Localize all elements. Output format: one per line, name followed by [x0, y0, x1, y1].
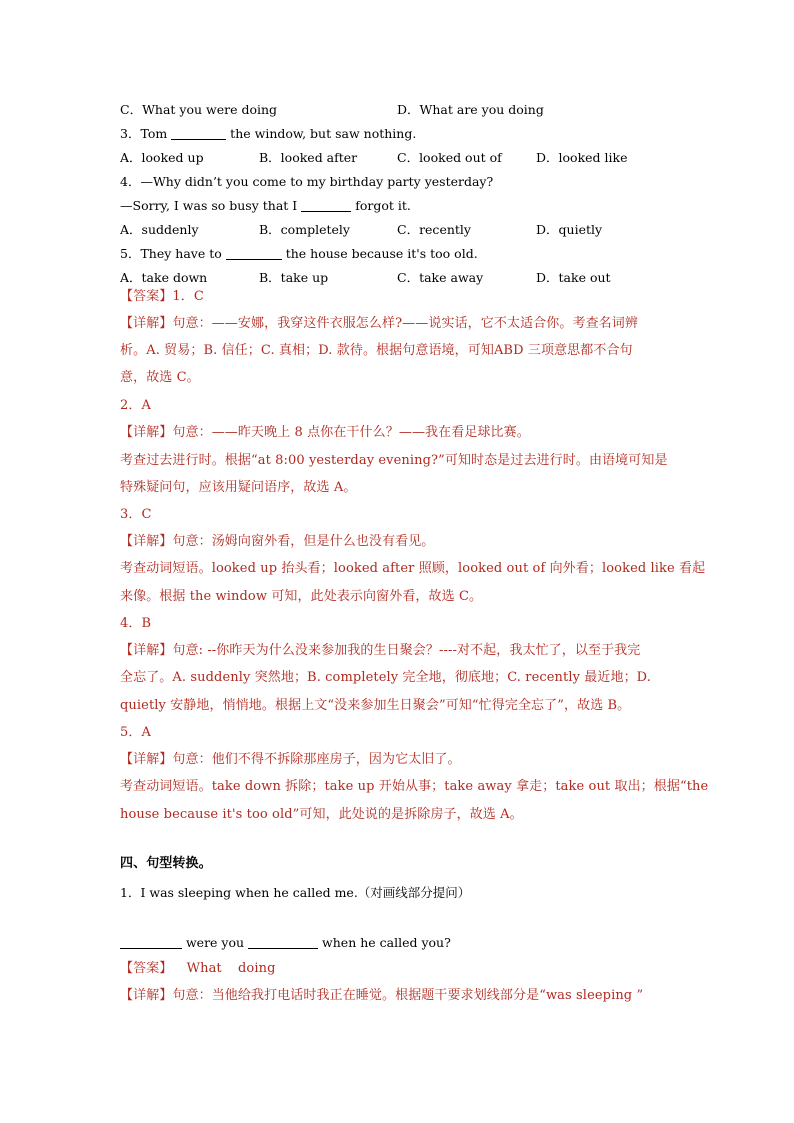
answer-1-value: 1．C: [172, 289, 204, 304]
detail-5-text: 句意：他们不得不拆除那座房子，因为它太旧了。: [172, 752, 461, 767]
detail-3-line1: [120, 534, 434, 550]
s4-answer-word-2: doing: [237, 961, 276, 976]
answer-3: 3．C: [120, 507, 152, 522]
s4-fill-mid: were you: [185, 935, 245, 950]
detail-5-line2: 考查动词短语。take down 拆除；take up 开始从事；take away 拿走；take out 取出；根据“the: [120, 779, 709, 794]
q2-option-d: D．What are you doing: [397, 102, 544, 117]
q4-text-pre: —Sorry, I was so busy that I: [120, 198, 298, 213]
answer-tag: 【答案】: [120, 289, 173, 304]
question-3: [120, 126, 416, 142]
answer-2: 2．A: [120, 398, 151, 413]
q5-text-pre: 5．They have to: [120, 246, 222, 261]
section-4-question-1: [120, 885, 470, 901]
answer-4: 4．B: [120, 616, 152, 631]
s4-answer-word-1: What: [186, 961, 222, 976]
section-4-answer: [120, 961, 276, 977]
detail-4-line3: quietly 安静地，悄悄地。根据上文“没来参加生日聚会”可知“忙得完全忘了”，故选 B。: [120, 698, 631, 713]
question-4-line1: 4．—Why didn’t you come to my birthday party yesterday?: [120, 174, 494, 189]
detail-1-line1: [120, 316, 638, 332]
q4-option-d: D．quietly: [536, 222, 603, 237]
q4-option-c: C．recently: [397, 222, 471, 237]
q3-option-d: D．looked like: [536, 150, 628, 165]
q2-option-c: C．What you were doing: [120, 102, 278, 117]
q3-option-a: A．looked up: [120, 150, 204, 165]
s4-q1-text-post: when he called me.（对画线部分提问）: [235, 885, 471, 900]
detail-4-line1: [120, 643, 640, 659]
q4-text-post: forgot it.: [355, 198, 411, 213]
s4-fill-post: when he called you?: [322, 935, 451, 950]
detail-1-line2: 析。A. 贸易；B. 信任；C. 真相；D. 款待。根据句意语境，可知ABD 三项意思都不合句: [120, 343, 633, 358]
q5-option-b: B．take up: [259, 270, 329, 285]
answer-1: [120, 289, 204, 305]
detail-tag: 【详解】: [120, 425, 173, 440]
q4-option-b: B．completely: [259, 222, 350, 237]
q3-blank: [171, 127, 226, 140]
detail-tag: 【详解】: [120, 752, 173, 767]
question-4-line2: [120, 198, 411, 214]
question-5: [120, 246, 478, 262]
q3-option-b: B．looked after: [259, 150, 358, 165]
detail-4-text: 句意: --你昨天为什么没来参加我的生日聚会？----对不起，我太忙了，以至于我完: [172, 643, 641, 658]
s4-blank-1: [120, 936, 182, 949]
detail-tag: 【详解】: [120, 988, 173, 1003]
q5-blank: [226, 247, 282, 260]
detail-3-line3: 来像。根据 the window 可知，此处表示向窗外看，故选 C。: [120, 589, 483, 604]
detail-tag: 【详解】: [120, 534, 173, 549]
s4-blank-2: [248, 936, 318, 949]
detail-2-text: 句意：——昨天晚上 8 点你在干什么？——我在看足球比赛。: [172, 425, 530, 440]
detail-4-line2: 全忘了。A. suddenly 突然地；B. completely 完全地，彻底地；C. recently 最近地；D.: [120, 670, 651, 685]
section-4-detail: [120, 988, 643, 1004]
q3-text-pre: 3．Tom: [120, 126, 168, 141]
q5-text-post: the house because it's too old.: [285, 246, 478, 261]
q4-blank: [301, 199, 351, 212]
answer-5: 5．A: [120, 725, 151, 740]
detail-3-line2: 考查动词短语。looked up 抬头看；looked after 照顾，looked out of 向外看；looked like 看起: [120, 561, 706, 576]
q3-text-post: the window, but saw nothing.: [230, 126, 417, 141]
detail-1-line3: 意，故选 C。: [120, 370, 200, 385]
detail-2-line2: 考查过去进行时。根据“at 8:00 yesterday evening?”可知时态是过去进行时。由语境可知是: [120, 453, 668, 468]
detail-1-text: 句意：——安娜，我穿这件衣服怎么样?——说实话，它不太适合你。考查名词辨: [172, 316, 638, 331]
section-4-fill-line: [120, 935, 451, 951]
detail-5-line3: house because it's too old”可知，此处说的是拆除房子，故选 A。: [120, 807, 523, 822]
detail-5-line1: [120, 752, 461, 768]
s4-detail-text: 句意：当他给我打电话时我正在睡觉。根据题干要求划线部分是“was sleeping ”: [172, 988, 644, 1003]
q4-option-a: A．suddenly: [120, 222, 199, 237]
q5-option-a: A．take down: [120, 270, 208, 285]
answer-tag: 【答案】: [120, 961, 173, 976]
detail-tag: 【详解】: [120, 643, 173, 658]
q3-option-c: C．looked out of: [397, 150, 502, 165]
detail-tag: 【详解】: [120, 316, 173, 331]
detail-3-text: 句意：汤姆向窗外看，但是什么也没有看见。: [172, 534, 435, 549]
s4-q1-text-pre: 1．I was sleeping: [120, 885, 232, 900]
q5-option-d: D．take out: [536, 270, 611, 285]
section-4-heading: 四、句型转换。: [120, 856, 212, 871]
detail-2-line1: [120, 425, 530, 441]
q5-option-c: C．take away: [397, 270, 484, 285]
detail-2-line3: 特殊疑问句，应该用疑问语序，故选 A。: [120, 480, 357, 495]
